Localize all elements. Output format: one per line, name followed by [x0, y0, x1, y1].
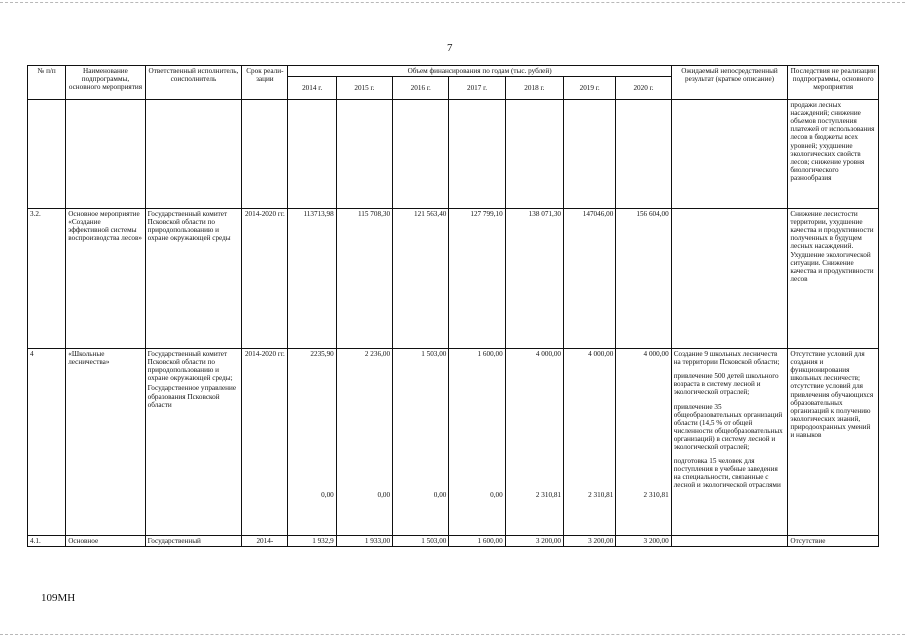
- row-number: 3.2.: [28, 209, 66, 349]
- value-2016: 121 563,40: [393, 209, 449, 349]
- value-2015: 115 708,30: [336, 209, 392, 349]
- header-result: Ожидаемый непосредственный результат (краткое описание): [671, 66, 788, 100]
- consequences: Отсутствие: [788, 536, 879, 547]
- value-2014: 1 932,9: [288, 536, 336, 547]
- header-finance: Объем финансирования по годам (тыс. рублей): [288, 66, 671, 77]
- row-number: 4.1.: [28, 536, 66, 547]
- value-2014: 2235,90 0,00: [288, 349, 336, 536]
- value-2020: 4 000,00 2 310,81: [616, 349, 671, 536]
- value-2014-alt: 0,00: [321, 491, 334, 500]
- value-2018-alt: 2 310,81: [535, 491, 562, 500]
- value-2020: 3 200,00: [616, 536, 671, 547]
- responsible: [145, 349, 242, 536]
- value-2019: 147046,00: [564, 209, 616, 349]
- result-item: привлечение 35 общеобразовательных организаций области (14,5 % от общей численности общеобразовательных организаций) в систему лесной и экологической отраслей;: [673, 402, 783, 452]
- value-2017-alt: 0,00: [490, 491, 503, 500]
- row-number: 4: [28, 349, 66, 536]
- value-2017: 1 600,00: [449, 536, 505, 547]
- footer-code: 109МН: [41, 592, 76, 604]
- table-row-continued: [28, 100, 879, 209]
- value-2015: 1 933,00: [336, 536, 392, 547]
- value-2020-alt: 2 310,81: [643, 491, 669, 500]
- term: 2014-2020 гг.: [242, 209, 288, 349]
- value-2018: 4 000,00 2 310,81: [505, 349, 563, 536]
- value-2016-alt: 0,00: [433, 491, 447, 500]
- value-2014: 113713,98: [288, 209, 336, 349]
- activity-name: Основное: [66, 536, 145, 547]
- table-row-4-1: [28, 536, 879, 547]
- value-2019: 4 000,00 2 310,81: [564, 349, 616, 536]
- activity-name: Основное мероприятие «Создание эффективной системы воспроизводства лесов»: [66, 209, 145, 349]
- responsible: Государственный: [145, 536, 242, 547]
- term: 2014-: [242, 536, 288, 547]
- year-2019: 2019 г.: [564, 77, 616, 100]
- consequences: Снижение лесистости территории, ухудшение качества и продуктивности полученных в будущем лесных насаждений. Ухудшение экологической ситуации. Снижение качества и продуктивности лесов: [788, 209, 879, 349]
- term: 2014-2020 гг.: [242, 349, 288, 536]
- header-responsible: Ответственный исполнитель, соисполнитель: [145, 66, 242, 100]
- value-2017: 127 799,10: [449, 209, 505, 349]
- value-2015-alt: 0,00: [377, 491, 391, 500]
- year-2020: 2020 г.: [616, 77, 671, 100]
- cont-consequences: продажи лесных насаждений; снижение объемов поступления платежей от использования лесов в бюджеты всех уровней; ухудшение экологических свойств лесов; снижение уровня биологического разнообразия: [788, 100, 879, 209]
- value-2016: 1 503,00 0,00: [393, 349, 449, 536]
- finance-table: [27, 65, 879, 547]
- value-2016: 1 503,00: [393, 536, 449, 547]
- expected-result: [671, 349, 788, 536]
- result-item: подготовка 15 человек для поступления в учебные заведения на специальности, связанные с лесной и экологической отраслями: [673, 457, 781, 490]
- value-2020: 156 604,00: [616, 209, 671, 349]
- responsible-2: Государственное управление образования Псковской области: [147, 384, 237, 409]
- result-item: Создание 9 школьных лесничеств на территории Псковской области;: [673, 350, 780, 367]
- table-row-3-2: [28, 209, 879, 349]
- value-2018: 138 071,30: [505, 209, 563, 349]
- result-item: привлечение 500 детей школьного возраста в систему лесной и экологической отраслей;: [673, 372, 779, 397]
- year-2016: 2016 г.: [393, 77, 449, 100]
- header-num: № п/п: [28, 66, 66, 100]
- activity-name: «Школьные лесничества»: [66, 349, 145, 536]
- value-2018: 3 200,00: [505, 536, 563, 547]
- page-number: 7: [447, 42, 453, 54]
- responsible: Государственный комитет Псковской области по природопользованию и охране окружающей среды: [145, 209, 242, 349]
- year-2017: 2017 г.: [449, 77, 505, 100]
- value-2017: 1 600,00 0,00: [449, 349, 505, 536]
- year-2018: 2018 г.: [505, 77, 563, 100]
- scan-edge-top: [0, 2, 905, 3]
- value-2015: 2 236,00 0,00: [336, 349, 392, 536]
- responsible-1: Государственный комитет Псковской области по природопользованию и охране окружающей среды;: [147, 350, 233, 383]
- header-consequences: Последствия не реализации подпрограммы, основного мероприятия: [788, 66, 879, 100]
- consequences: Отсутствие условий для создания и функционирования школьных лесничеств; отсутствие условий для привлечения обучающихся образовательных организаций к получению экологических знаний, природоохранных умений и навыков: [788, 349, 879, 536]
- table-row-4: [28, 349, 879, 536]
- table-header-row: [28, 66, 879, 77]
- scan-edge-bottom: [0, 634, 905, 635]
- expected-result: [671, 536, 788, 547]
- year-2015: 2015 г.: [336, 77, 392, 100]
- year-2014: 2014 г.: [288, 77, 336, 100]
- value-2019-alt: 2 310,81: [588, 491, 614, 500]
- expected-result: [671, 209, 788, 349]
- header-name: Наименование подпрограммы, основного мероприятия: [66, 66, 145, 100]
- header-term: Срок реали-зации: [242, 66, 288, 100]
- value-2019: 3 200,00: [564, 536, 616, 547]
